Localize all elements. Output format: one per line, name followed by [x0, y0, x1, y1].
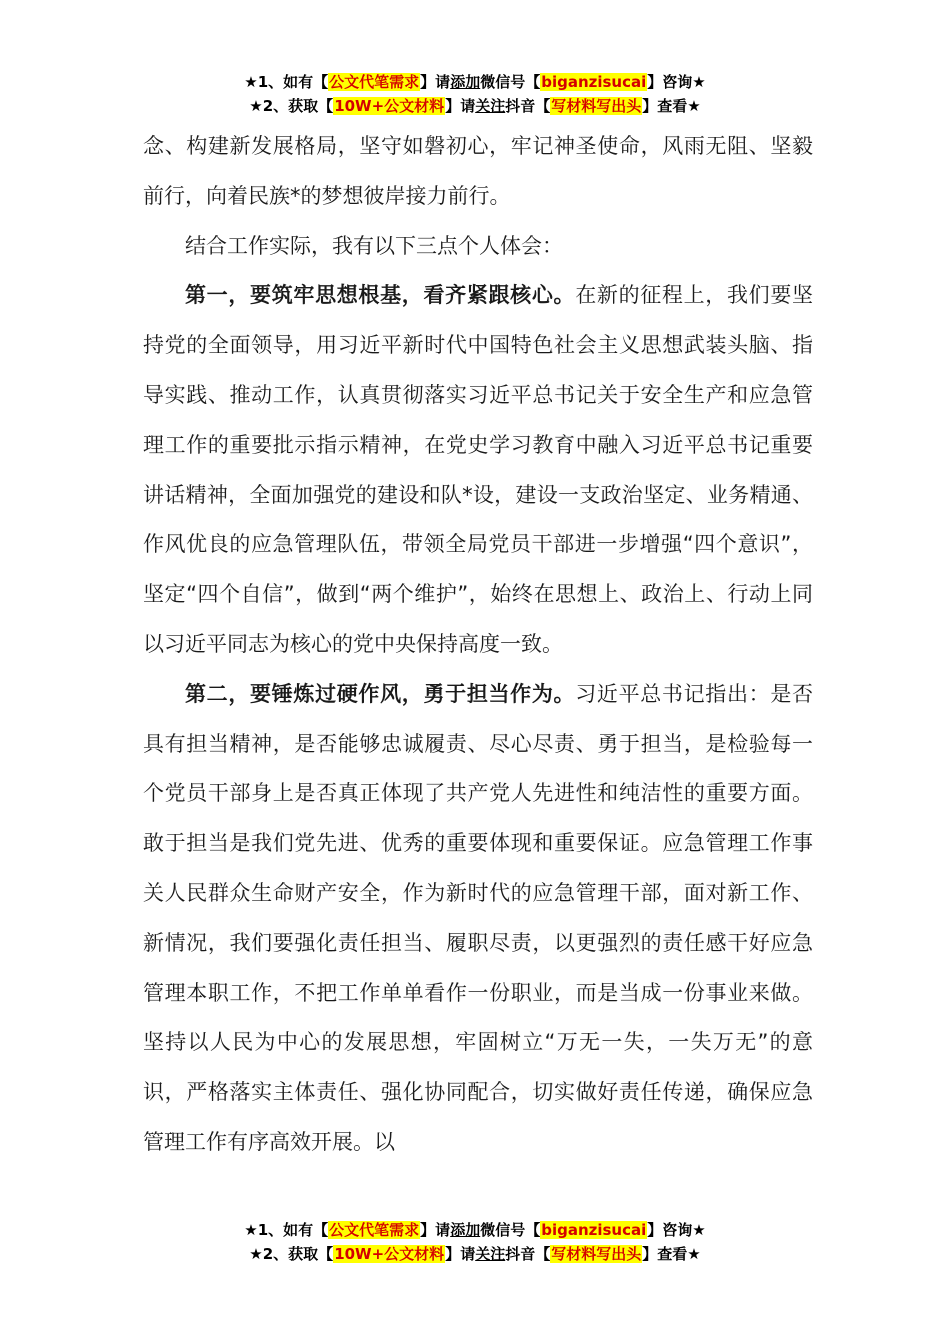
document-body	[143, 122, 813, 1168]
banner-line-2	[0, 94, 950, 118]
banner-text: 】咨询★	[647, 1221, 706, 1239]
paragraph-4-body: 习近平总书记指出：是否具有担当精神，是否能够忠诚履责、尽心尽责、勇于担当，是检验每一个党员干部身上是否真正体现了共产党人先进性和纯洁性的重要方面。敢于担当是我们党先进、优秀的重要体现和重要保证。应急管理工作事关人民群众生命财产安全，作为新时代的应急管理干部，面对新工作、新情况，我们要强化责任担当、履职尽责，以更强烈的责任感干好应急管理本职工作，不把工作单单看作一份职业，而是当成一份事业来做。坚持以人民为中心的发展思想，牢固树立“万无一失，一失万无”的意识，严格落实主体责任、强化协同配合，切实做好责任传递，确保应急管理工作有序高效开展。以	[143, 681, 814, 1154]
banner-text: ★2、获取【	[249, 1245, 334, 1263]
banner-text: 】请	[420, 1221, 451, 1239]
banner-underline: 添加	[450, 73, 481, 91]
banner-text: 】请	[445, 97, 476, 115]
banner-highlight: 10W+公文材料	[334, 1245, 445, 1263]
banner-text: ★1、如有【	[244, 73, 329, 91]
banner-line-1	[0, 1218, 950, 1242]
paragraph-3-body: 在新的征程上，我们要坚持党的全面领导，用习近平新时代中国特色社会主义思想武装头脑、指导实践、推动工作，认真贯彻落实习近平总书记关于安全生产和应急管理工作的重要批示指示精神，在党史学习教育中融入习近平总书记重要讲话精神，全面加强党的建设和队*设，建设一支政治坚定、业务精通、作风优良的应急管理队伍，带领全局党员干部进一步增强“四个意识”，坚定“四个自信”，做到“两个维护”，始终在思想上、政治上、行动上同以习近平同志为核心的党中央保持高度一致。	[143, 283, 814, 656]
banner-text: 】查看★	[642, 1245, 701, 1263]
paragraph-1: 念、构建新发展格局，坚守如磐初心，牢记神圣使命，风雨无阻、坚毅前行，向着民族*的梦想彼岸接力前行。	[143, 134, 813, 208]
banner-highlight: 写材料写出头	[551, 97, 642, 115]
banner-text: 抖音【	[505, 97, 551, 115]
banner-text: 微信号【	[480, 1221, 541, 1239]
banner-text: ★2、获取【	[249, 97, 334, 115]
banner-highlight: biganzisucai	[541, 1221, 647, 1239]
banner-highlight: 公文代笔需求	[329, 1221, 420, 1239]
banner-underline: 关注	[475, 1245, 506, 1263]
banner-line-2	[0, 1242, 950, 1266]
paragraph-3-lead: 第一，要筑牢思想根基，看齐紧跟核心。	[185, 283, 576, 308]
banner-line-1	[0, 70, 950, 94]
banner-highlight: 10W+公文材料	[334, 97, 445, 115]
paragraph-2: 结合工作实际，我有以下三点个人体会：	[185, 233, 563, 258]
banner-text: 】查看★	[642, 97, 701, 115]
banner-text: ★1、如有【	[244, 1221, 329, 1239]
banner-underline: 添加	[450, 1221, 481, 1239]
banner-text: 】请	[420, 73, 451, 91]
banner-text: 】请	[445, 1245, 476, 1263]
banner-highlight: 写材料写出头	[551, 1245, 642, 1263]
banner-highlight: 公文代笔需求	[329, 73, 420, 91]
paragraph-4	[143, 670, 813, 1168]
bottom-banner	[0, 1218, 950, 1266]
banner-highlight: biganzisucai	[541, 73, 647, 91]
paragraph-4-lead: 第二，要锤炼过硬作风，勇于担当作为。	[185, 681, 576, 706]
top-banner	[0, 70, 950, 118]
banner-text: 微信号【	[480, 73, 541, 91]
banner-text: 抖音【	[505, 1245, 551, 1263]
paragraph-3	[143, 271, 813, 669]
banner-underline: 关注	[475, 97, 506, 115]
banner-text: 】咨询★	[647, 73, 706, 91]
